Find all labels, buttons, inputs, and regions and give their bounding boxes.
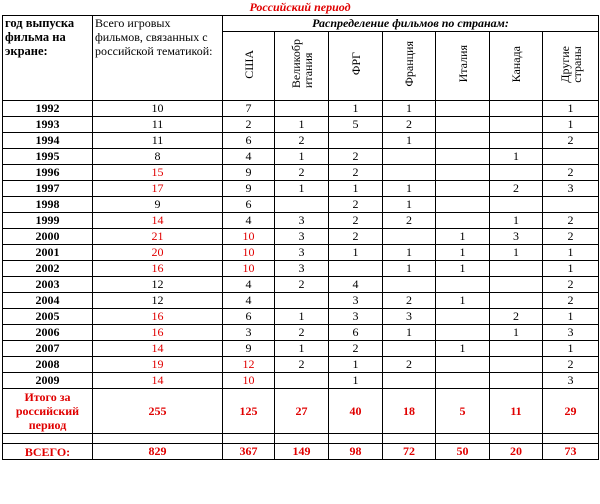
table-row bbox=[3, 213, 599, 229]
country-value-cell bbox=[275, 197, 329, 213]
year-cell: 1998 bbox=[3, 197, 93, 213]
year-cell: 2003 bbox=[3, 277, 93, 293]
subtotal-row-value: 125 bbox=[223, 389, 275, 434]
year-cell: 2004 bbox=[3, 293, 93, 309]
country-value-cell bbox=[490, 117, 543, 133]
total-cell: 11 bbox=[93, 133, 223, 149]
table-row bbox=[3, 357, 599, 373]
country-value-cell: 2 bbox=[383, 117, 436, 133]
total-cell: 17 bbox=[93, 181, 223, 197]
country-value-cell: 2 bbox=[329, 229, 383, 245]
table-row bbox=[3, 181, 599, 197]
total-cell: 11 bbox=[93, 117, 223, 133]
country-value-cell bbox=[490, 197, 543, 213]
total-cell: 12 bbox=[93, 293, 223, 309]
country-value-cell: 1 bbox=[543, 245, 599, 261]
country-value-cell: 3 bbox=[275, 229, 329, 245]
table-row bbox=[3, 245, 599, 261]
country-value-cell bbox=[275, 373, 329, 389]
country-header-label: Италия bbox=[455, 45, 470, 83]
country-value-cell: 2 bbox=[329, 165, 383, 181]
country-value-cell: 1 bbox=[436, 341, 490, 357]
total-cell: 8 bbox=[93, 149, 223, 165]
country-value-cell bbox=[383, 341, 436, 357]
spacer-cell bbox=[383, 434, 436, 444]
country-value-cell: 2 bbox=[383, 293, 436, 309]
country-value-cell: 1 bbox=[329, 181, 383, 197]
year-cell: 1992 bbox=[3, 101, 93, 117]
country-value-cell bbox=[436, 277, 490, 293]
country-value-cell: 1 bbox=[490, 149, 543, 165]
films-table bbox=[2, 15, 599, 460]
country-value-cell: 1 bbox=[490, 245, 543, 261]
country-header-0 bbox=[223, 32, 275, 101]
country-value-cell bbox=[490, 133, 543, 149]
table-row bbox=[3, 229, 599, 245]
country-header-label: Канада bbox=[509, 45, 523, 83]
subtotal-row-value: 29 bbox=[543, 389, 599, 434]
country-value-cell: 1 bbox=[275, 149, 329, 165]
country-value-cell bbox=[490, 357, 543, 373]
country-value-cell bbox=[436, 117, 490, 133]
subtotal-row-value: 5 bbox=[436, 389, 490, 434]
country-value-cell: 6 bbox=[223, 309, 275, 325]
country-value-cell: 4 bbox=[223, 277, 275, 293]
subtotal-row-value: 27 bbox=[275, 389, 329, 434]
country-value-cell: 3 bbox=[275, 261, 329, 277]
country-value-cell: 1 bbox=[329, 101, 383, 117]
country-header-4 bbox=[436, 32, 490, 101]
country-value-cell: 6 bbox=[223, 133, 275, 149]
table-row bbox=[3, 197, 599, 213]
year-cell: 2001 bbox=[3, 245, 93, 261]
country-value-cell bbox=[436, 165, 490, 181]
year-cell: 2006 bbox=[3, 325, 93, 341]
country-value-cell: 1 bbox=[383, 197, 436, 213]
country-value-cell bbox=[383, 165, 436, 181]
country-value-cell: 3 bbox=[543, 373, 599, 389]
country-value-cell: 1 bbox=[543, 117, 599, 133]
country-value-cell: 6 bbox=[223, 197, 275, 213]
country-value-cell bbox=[490, 341, 543, 357]
year-cell: 1993 bbox=[3, 117, 93, 133]
spacer-cell bbox=[543, 434, 599, 444]
country-value-cell bbox=[275, 101, 329, 117]
country-header-label: Другие страны bbox=[557, 45, 584, 83]
table-row bbox=[3, 117, 599, 133]
country-value-cell: 3 bbox=[223, 325, 275, 341]
country-value-cell: 9 bbox=[223, 341, 275, 357]
country-value-cell: 2 bbox=[543, 165, 599, 181]
country-value-cell bbox=[543, 149, 599, 165]
grand-total-row-value: 72 bbox=[383, 444, 436, 460]
country-value-cell bbox=[490, 373, 543, 389]
country-value-cell: 1 bbox=[275, 309, 329, 325]
country-value-cell: 4 bbox=[329, 277, 383, 293]
country-value-cell: 2 bbox=[223, 117, 275, 133]
country-value-cell: 1 bbox=[329, 245, 383, 261]
spacer-cell bbox=[490, 434, 543, 444]
country-value-cell bbox=[275, 293, 329, 309]
subtotal-row-value: 18 bbox=[383, 389, 436, 434]
country-value-cell: 2 bbox=[275, 277, 329, 293]
country-value-cell bbox=[329, 261, 383, 277]
table-row bbox=[3, 309, 599, 325]
total-cell: 14 bbox=[93, 373, 223, 389]
spacer-cell bbox=[329, 434, 383, 444]
grand-total-row-total: 829 bbox=[93, 444, 223, 460]
year-cell: 1996 bbox=[3, 165, 93, 181]
subtotal-row-value: 40 bbox=[329, 389, 383, 434]
year-cell: 2005 bbox=[3, 309, 93, 325]
country-value-cell: 1 bbox=[436, 245, 490, 261]
spacer-row bbox=[3, 434, 599, 444]
total-cell: 10 bbox=[93, 101, 223, 117]
country-value-cell: 1 bbox=[329, 373, 383, 389]
country-value-cell bbox=[383, 229, 436, 245]
total-cell: 19 bbox=[93, 357, 223, 373]
country-value-cell bbox=[329, 133, 383, 149]
table-row bbox=[3, 341, 599, 357]
country-value-cell: 3 bbox=[543, 325, 599, 341]
year-cell: 2009 bbox=[3, 373, 93, 389]
year-cell: 2000 bbox=[3, 229, 93, 245]
country-value-cell bbox=[436, 133, 490, 149]
total-cell: 14 bbox=[93, 341, 223, 357]
grand-total-row-value: 149 bbox=[275, 444, 329, 460]
table-row bbox=[3, 149, 599, 165]
country-header-1 bbox=[275, 32, 329, 101]
country-value-cell bbox=[490, 277, 543, 293]
grand-total-row-value: 50 bbox=[436, 444, 490, 460]
total-cell: 16 bbox=[93, 325, 223, 341]
year-column-header: год выпуска фильма на экране: bbox=[3, 16, 93, 101]
country-value-cell: 1 bbox=[275, 341, 329, 357]
country-value-cell bbox=[436, 101, 490, 117]
country-value-cell: 2 bbox=[329, 341, 383, 357]
country-value-cell bbox=[490, 293, 543, 309]
country-header-6 bbox=[543, 32, 599, 101]
country-value-cell: 7 bbox=[223, 101, 275, 117]
country-value-cell: 1 bbox=[490, 213, 543, 229]
country-value-cell: 2 bbox=[329, 213, 383, 229]
grand-total-row bbox=[3, 444, 599, 460]
country-value-cell: 1 bbox=[490, 325, 543, 341]
country-value-cell: 2 bbox=[275, 133, 329, 149]
country-value-cell: 1 bbox=[543, 101, 599, 117]
country-value-cell: 1 bbox=[383, 245, 436, 261]
table-row bbox=[3, 165, 599, 181]
country-value-cell: 2 bbox=[275, 325, 329, 341]
total-films-column-header: Всего игровых фильмов, связанных с российской тематикой: bbox=[93, 16, 223, 101]
country-value-cell bbox=[436, 373, 490, 389]
country-value-cell bbox=[490, 261, 543, 277]
country-value-cell: 2 bbox=[383, 213, 436, 229]
subtotal-row bbox=[3, 389, 599, 434]
country-value-cell: 2 bbox=[543, 293, 599, 309]
total-cell: 9 bbox=[93, 197, 223, 213]
subtotal-row-total: 255 bbox=[93, 389, 223, 434]
country-value-cell: 2 bbox=[543, 133, 599, 149]
country-value-cell bbox=[436, 309, 490, 325]
year-cell: 1999 bbox=[3, 213, 93, 229]
country-value-cell: 1 bbox=[543, 309, 599, 325]
year-cell: 2002 bbox=[3, 261, 93, 277]
country-value-cell: 2 bbox=[329, 197, 383, 213]
country-value-cell: 1 bbox=[383, 101, 436, 117]
country-value-cell: 1 bbox=[436, 261, 490, 277]
country-value-cell: 3 bbox=[490, 229, 543, 245]
subtotal-row-label: Итого за российский период bbox=[3, 389, 93, 434]
table-row bbox=[3, 325, 599, 341]
table-row bbox=[3, 293, 599, 309]
country-value-cell bbox=[543, 197, 599, 213]
country-value-cell bbox=[383, 149, 436, 165]
country-value-cell: 2 bbox=[543, 357, 599, 373]
country-value-cell: 1 bbox=[543, 261, 599, 277]
country-value-cell: 4 bbox=[223, 149, 275, 165]
country-value-cell bbox=[490, 165, 543, 181]
country-value-cell: 2 bbox=[275, 165, 329, 181]
grand-total-row-value: 73 bbox=[543, 444, 599, 460]
page-title: Российский период bbox=[249, 0, 351, 14]
grand-total-row-value: 367 bbox=[223, 444, 275, 460]
spacer-cell bbox=[223, 434, 275, 444]
country-value-cell: 9 bbox=[223, 165, 275, 181]
country-header-label: ФРГ bbox=[348, 52, 363, 76]
country-value-cell: 10 bbox=[223, 229, 275, 245]
year-cell: 2007 bbox=[3, 341, 93, 357]
country-header-3 bbox=[383, 32, 436, 101]
country-value-cell: 10 bbox=[223, 261, 275, 277]
country-value-cell: 2 bbox=[490, 181, 543, 197]
table-row bbox=[3, 101, 599, 117]
country-value-cell bbox=[436, 213, 490, 229]
country-value-cell: 2 bbox=[543, 229, 599, 245]
country-value-cell bbox=[436, 325, 490, 341]
country-value-cell: 3 bbox=[543, 181, 599, 197]
country-value-cell: 1 bbox=[436, 229, 490, 245]
country-value-cell bbox=[490, 101, 543, 117]
table-row bbox=[3, 373, 599, 389]
country-value-cell: 1 bbox=[275, 181, 329, 197]
country-value-cell bbox=[436, 197, 490, 213]
country-value-cell: 3 bbox=[275, 245, 329, 261]
total-cell: 15 bbox=[93, 165, 223, 181]
country-value-cell: 3 bbox=[329, 293, 383, 309]
country-value-cell bbox=[436, 357, 490, 373]
subtotal-row-value: 11 bbox=[490, 389, 543, 434]
total-cell: 20 bbox=[93, 245, 223, 261]
header-row-top bbox=[3, 16, 599, 32]
country-value-cell bbox=[436, 181, 490, 197]
country-header-label: Франция bbox=[402, 41, 416, 87]
country-value-cell: 10 bbox=[223, 245, 275, 261]
year-cell: 2008 bbox=[3, 357, 93, 373]
total-cell: 21 bbox=[93, 229, 223, 245]
country-value-cell: 1 bbox=[543, 341, 599, 357]
year-cell: 1995 bbox=[3, 149, 93, 165]
country-value-cell: 1 bbox=[275, 117, 329, 133]
table-row bbox=[3, 133, 599, 149]
country-value-cell: 2 bbox=[383, 357, 436, 373]
grand-total-row-label: ВСЕГО: bbox=[3, 444, 93, 460]
year-cell: 1994 bbox=[3, 133, 93, 149]
country-value-cell: 12 bbox=[223, 357, 275, 373]
year-cell: 1997 bbox=[3, 181, 93, 197]
table-body bbox=[3, 101, 599, 460]
country-header-label: Великобр итания bbox=[288, 39, 315, 89]
country-value-cell bbox=[383, 277, 436, 293]
country-value-cell bbox=[383, 373, 436, 389]
country-value-cell: 2 bbox=[543, 213, 599, 229]
country-value-cell: 1 bbox=[329, 357, 383, 373]
spacer-cell bbox=[436, 434, 490, 444]
spacer-cell bbox=[3, 434, 93, 444]
spacer-cell bbox=[93, 434, 223, 444]
table-row bbox=[3, 261, 599, 277]
country-value-cell: 2 bbox=[329, 149, 383, 165]
country-value-cell: 1 bbox=[383, 261, 436, 277]
country-value-cell: 4 bbox=[223, 293, 275, 309]
table-row bbox=[3, 277, 599, 293]
country-value-cell: 9 bbox=[223, 181, 275, 197]
country-value-cell bbox=[436, 149, 490, 165]
country-value-cell: 6 bbox=[329, 325, 383, 341]
country-value-cell: 2 bbox=[543, 277, 599, 293]
total-cell: 16 bbox=[93, 309, 223, 325]
total-cell: 14 bbox=[93, 213, 223, 229]
country-value-cell: 2 bbox=[490, 309, 543, 325]
country-value-cell: 2 bbox=[275, 357, 329, 373]
grand-total-row-value: 98 bbox=[329, 444, 383, 460]
country-value-cell: 10 bbox=[223, 373, 275, 389]
country-value-cell: 1 bbox=[436, 293, 490, 309]
country-value-cell: 3 bbox=[329, 309, 383, 325]
country-value-cell: 1 bbox=[383, 133, 436, 149]
country-value-cell: 3 bbox=[275, 213, 329, 229]
total-cell: 12 bbox=[93, 277, 223, 293]
country-header-5 bbox=[490, 32, 543, 101]
total-cell: 16 bbox=[93, 261, 223, 277]
country-header-label: США bbox=[241, 49, 256, 79]
country-value-cell: 1 bbox=[383, 181, 436, 197]
distribution-header: Распределение фильмов по странам: bbox=[223, 16, 599, 32]
country-value-cell: 3 bbox=[383, 309, 436, 325]
country-header-2 bbox=[329, 32, 383, 101]
grand-total-row-value: 20 bbox=[490, 444, 543, 460]
spacer-cell bbox=[275, 434, 329, 444]
country-value-cell: 5 bbox=[329, 117, 383, 133]
country-value-cell: 4 bbox=[223, 213, 275, 229]
country-value-cell: 1 bbox=[383, 325, 436, 341]
